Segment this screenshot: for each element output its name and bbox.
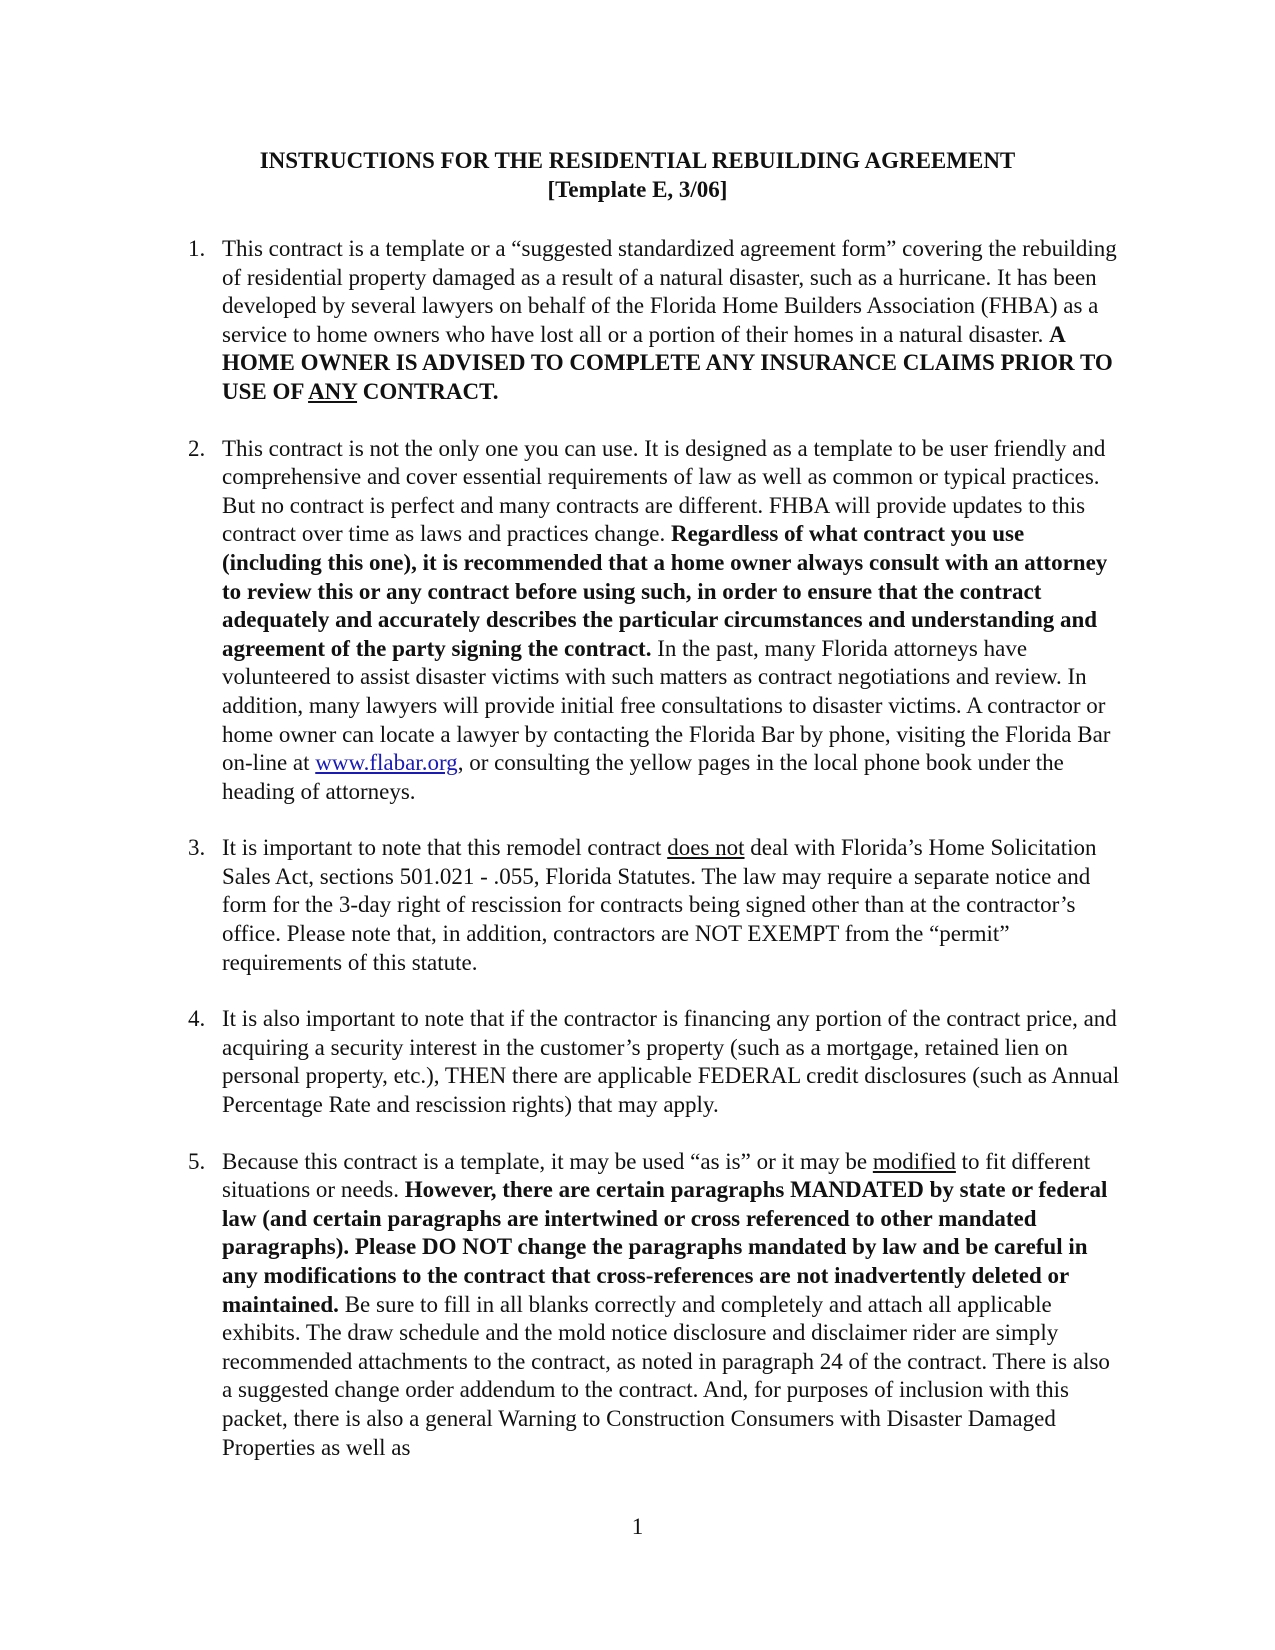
item-text xyxy=(222,1005,1122,1119)
item-text xyxy=(222,1148,1122,1463)
list-item-2 xyxy=(0,435,1122,807)
page-number: 1 xyxy=(631,1514,644,1539)
item-number: 5. xyxy=(188,1148,206,1174)
instructions-list xyxy=(0,235,1275,1490)
list-item-5 xyxy=(0,1148,1122,1463)
text-run: It is also important to note that if the contractor is financing any portion of the contract price, and acquiring a security interest in the customer’s property (such as a mortgage, retained lien on personal property, etc.), THEN there are applicable FEDERAL credit disclosures (such as Annual Percentage Rate and rescission rights) that may apply. xyxy=(222,1006,1120,1118)
text-run: This contract is not the only one you can use. It is designed as a template to be user friendly and comprehensive and cover essential requirements of law as well as common or typical practices. But no contract is perfect and many contracts are different. FHBA will provide updates to this contract over time as laws and practices change. xyxy=(222,435,1106,547)
item-text xyxy=(222,235,1122,407)
bold-advisory-end: CONTRACT. xyxy=(357,378,499,404)
text-run: , or consulting the yellow pages in the local phone book under the heading of attorneys. xyxy=(222,750,1064,804)
text-run: This contract is a template or a “suggested standardized agreement form” covering the rebuilding of residential property damaged as a result of a natural disaster, such as a hurricane. It has been developed by several lawyers on behalf of the Florida Home Builders Association (FHBA) as a service to home owners who have lost all or a portion of their homes in a natural disaster. xyxy=(222,236,1117,347)
item-text xyxy=(222,435,1122,807)
item-number: 3. xyxy=(188,835,206,861)
text-run: to fit different situations or needs. xyxy=(222,1148,1091,1203)
text-run: Because this contract is a template, it may be used “as is” or it may be xyxy=(222,1148,873,1174)
text-run: Be sure to fill in all blanks correctly and completely and attach all applicable exhibits. The draw schedule and the mold notice disclosure and disclaimer rider are simply recommended attachments to the contract, as noted in paragraph 24 of the contract. There is also a suggested change order addendum to the contract. And, for purposes of inclusion with this packet, there is also a general Warning to Construction Consumers with Disaster Damaged Properties as well as xyxy=(222,1291,1110,1460)
list-item-4 xyxy=(0,1005,1122,1119)
item-text xyxy=(222,834,1122,977)
bold-advisory: A HOME OWNER IS ADVISED TO COMPLETE ANY INSURANCE CLAIMS PRIOR TO USE OF xyxy=(222,321,1113,404)
bold-recommendation: Regardless of what contract you use (including this one), it is recommended that a home owner always consult with an attorney to review this or any contract before using such, in order to ensure that the contract adequately and accurately describes the particular circumstances and understanding and agreement of the party signing the contract. xyxy=(222,521,1108,661)
title-line-2: [Template E, 3/06] xyxy=(547,177,728,202)
underlined-does-not: does not xyxy=(667,835,745,861)
underlined-modified: modified xyxy=(872,1148,956,1174)
bold-underline-any: ANY xyxy=(308,378,358,404)
document-title xyxy=(160,146,1115,204)
title-line-1: INSTRUCTIONS FOR THE RESIDENTIAL REBUILDING AGREEMENT xyxy=(259,148,1016,173)
list-item-1 xyxy=(0,235,1122,407)
item-number: 2. xyxy=(188,435,206,461)
list-item-3 xyxy=(0,834,1122,977)
item-number: 1. xyxy=(188,236,206,261)
text-run: It is important to note that this remodel contract xyxy=(222,835,668,861)
text-run: In the past, many Florida attorneys have volunteered to assist disaster victims with such matters as contract negotiations and review. In addition, many lawyers will provide initial free consultations to disaster victims. A contractor or home owner can locate a lawyer by contacting the Florida Bar by phone, visiting the Florida Bar on-line at xyxy=(222,635,1111,776)
bold-mandated-warning: However, there are certain paragraphs MANDATED by state or federal law (and certain paragraphs are intertwined or cross referenced to other mandated paragraphs). Please DO NOT change the paragraphs mandated by law and be careful in any modifications to the contract that cross-references are not inadvertently deleted or maintained. xyxy=(222,1177,1108,1317)
text-run: deal with Florida’s Home Solicitation Sales Act, sections 501.021 - .055, Florida Statutes. The law may require a separate notice and form for the 3-day right of rescission for contracts being signed other than at the contractor’s office. Please note that, in addition, contractors are NOT EXEMPT from the “permit” requirements of this statute. xyxy=(222,835,1097,975)
item-number: 4. xyxy=(188,1006,206,1032)
flabar-link[interactable]: www.flabar.org xyxy=(315,750,458,776)
